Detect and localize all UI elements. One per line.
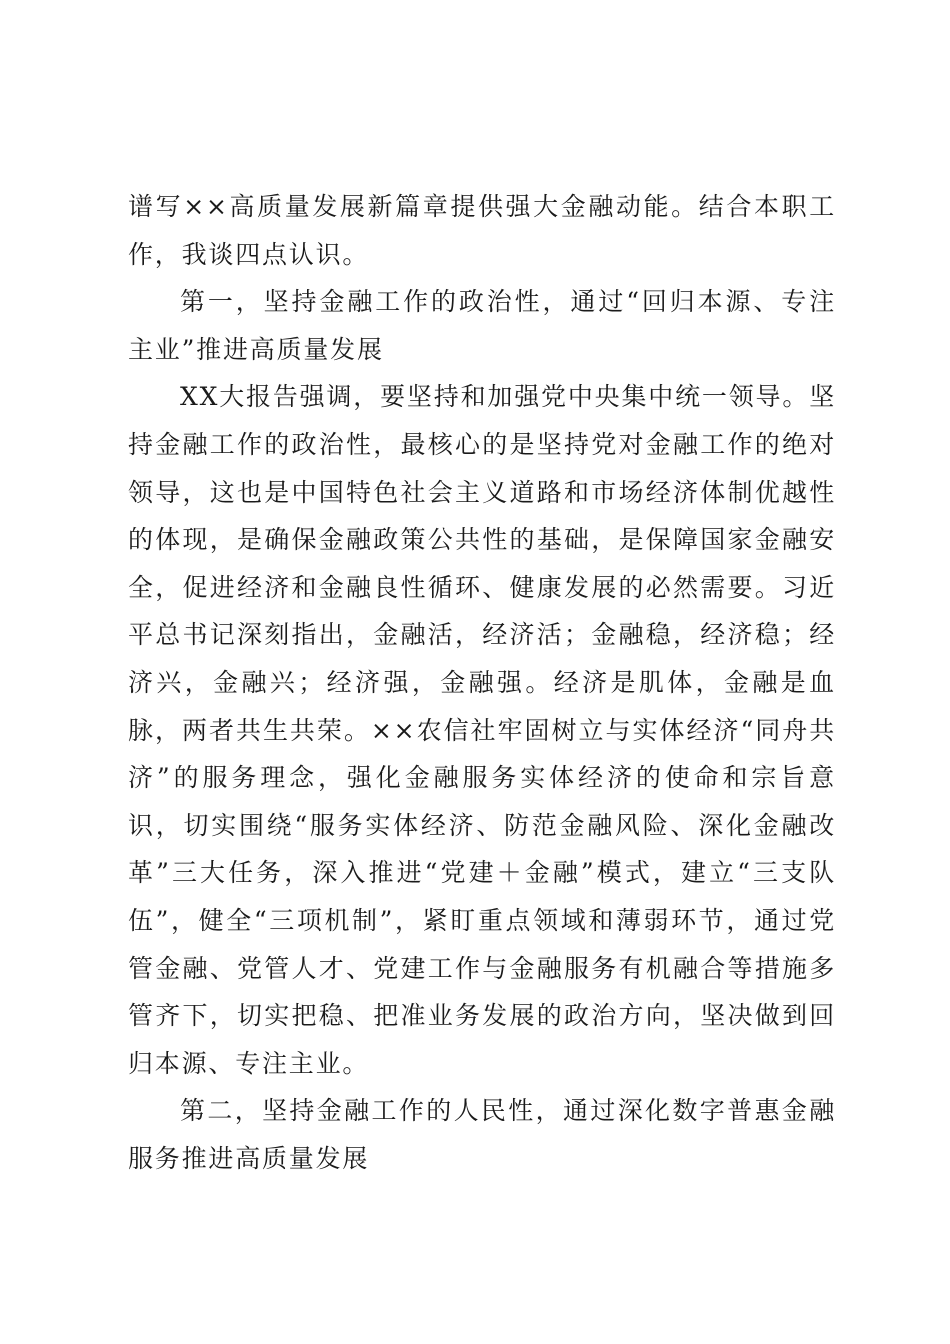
document-body <box>128 183 836 1182</box>
paragraph-body: XX大报告强调，要坚持和加强党中央集中统一领导。坚持金融工作的政治性，最核心的是坚持党对金融工作的绝对领导，这也是中国特色社会主义道路和市场经济体制优越性的体现，是确保金融政策公共性的基础，是保障国家金融安全，促进经济和金融良性循环、健康发展的必然需要。习近平总书记深刻指出，金融活，经济活；金融稳，经济稳；经济兴，金融兴；经济强，金融强。经济是肌体，金融是血脉，两者共生共荣。××农信社牢固树立与实体经济“同舟共济”的服务理念，强化金融服务实体经济的使命和宗旨意识，切实围绕“服务实体经济、防范金融风险、深化金融改革”三大任务，深入推进“党建＋金融”模式，建立“三支队伍”，健全“三项机制”，紧盯重点领域和薄弱环节，通过党管金融、党管人才、党建工作与金融服务有机融合等措施多管齐下，切实把稳、把准业务发展的政治方向，坚决做到回归本源、专注主业。 <box>128 382 836 1078</box>
paragraph-continuation: 谱写××高质量发展新篇章提供强大金融动能。结合本职工作，我谈四点认识。 <box>128 192 836 269</box>
section-heading-second: 第二，坚持金融工作的人民性，通过深化数字普惠金融服务推进高质量发展 <box>128 1096 836 1173</box>
section-heading-first: 第一，坚持金融工作的政治性，通过“回归本源、专注主业”推进高质量发展 <box>128 287 836 364</box>
